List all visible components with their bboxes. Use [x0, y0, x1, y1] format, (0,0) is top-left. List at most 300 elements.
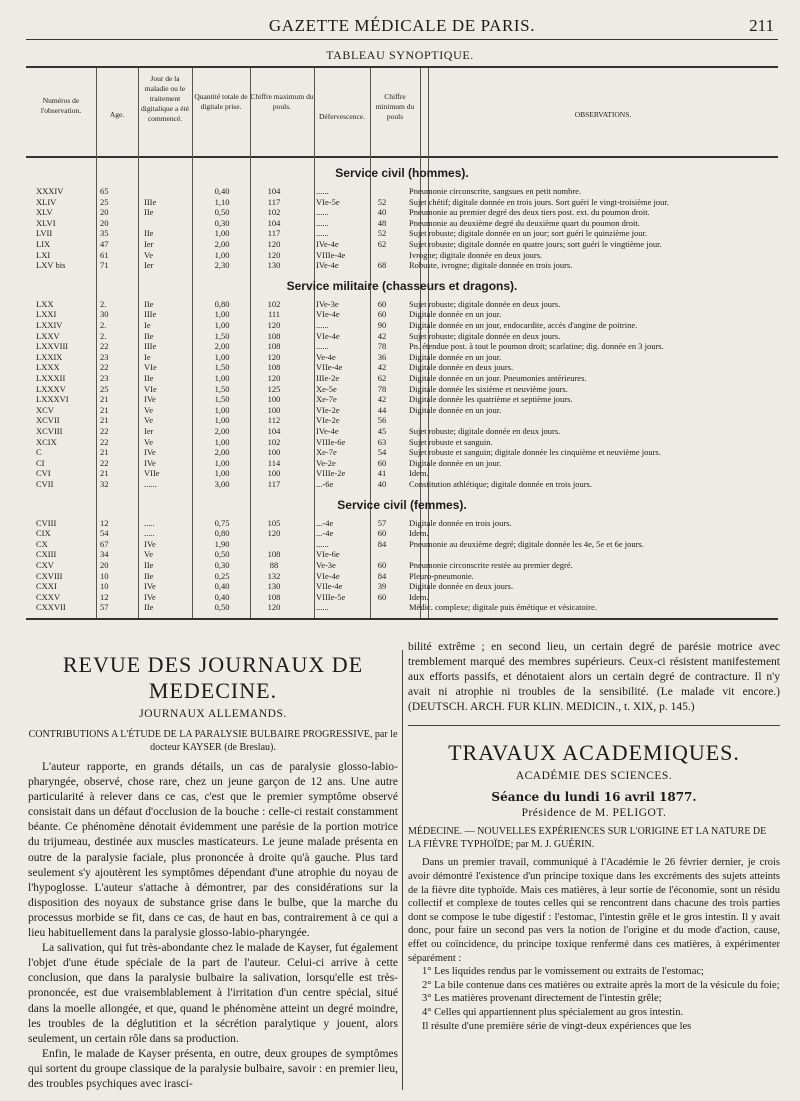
- column-header-4: Chiffre maximum du pouls.: [250, 92, 314, 111]
- table-cell: Ve: [144, 404, 153, 415]
- table-cell: IVe: [144, 538, 156, 549]
- column-header-6: Chiffre minimum du pouls: [375, 92, 415, 121]
- table-cell: 12: [100, 517, 109, 528]
- table-row: [26, 362, 778, 373]
- table-row: [26, 581, 778, 592]
- numbered-list: [408, 965, 780, 1019]
- table-cell: Pneumonie au deuxième degré du deuxième quart du poumon droit.: [409, 217, 640, 228]
- table-cell: 62: [377, 239, 387, 249]
- table-cell: 21: [100, 447, 109, 458]
- table-cell: CXXVII: [36, 602, 66, 613]
- table-cell: 21: [100, 394, 109, 405]
- table-cell: XCV: [36, 404, 54, 415]
- table-cell: 60: [377, 591, 387, 602]
- table-cell: VIIIe-4e: [316, 249, 346, 260]
- table-cell: ......: [144, 479, 157, 489]
- table-cell: XLIV: [36, 196, 57, 207]
- table-cell: 2.: [100, 298, 107, 309]
- table-cell: IIe: [144, 298, 154, 309]
- table-cell: 60: [377, 309, 387, 320]
- table-cell: LXXX: [36, 362, 60, 373]
- table-cell: 117: [267, 228, 281, 239]
- table-cell: 0,75: [214, 517, 230, 528]
- table-row: [26, 426, 778, 437]
- table-cell: 30: [100, 309, 109, 320]
- table-cell: 52: [377, 196, 387, 207]
- table-cell: LIX: [36, 239, 51, 249]
- table-cell: 2,00: [214, 426, 230, 436]
- table-cell: Digitale donnée les sixième et neuvième jours.: [409, 383, 568, 394]
- table-cell: Digitale donnée en un jour.: [409, 457, 502, 468]
- table-cell: 0,30: [214, 560, 230, 570]
- table-cell: 130: [267, 260, 281, 271]
- left-paragraph-3: Enfin, le malade de Kayser présenta, en outre, deux groupes de symptômes qui sortent du groupe classique de la paralysie bulbaire, savoir : en premier lieu, des troubles psychiques avec irasci-: [28, 1047, 398, 1090]
- table-cell: 1,00: [214, 436, 230, 447]
- table-cell: 25: [100, 383, 109, 394]
- table-cell: Ier: [144, 260, 154, 271]
- table-cell: 2,00: [214, 447, 230, 458]
- table-cell: Sujet robuste; digitale donnée en un jour; sort guéri le quinzième jour.: [409, 228, 647, 239]
- table-cell: 60: [377, 560, 387, 570]
- table-cell: IIIe: [144, 196, 157, 207]
- table-cell: VIe-2e: [316, 415, 340, 426]
- left-paragraph-2: La salivation, qui fut très-abondante chez le malade de Kayser, fut également l'objet d'une étude spéciale de la part de l'auteur. Celui-ci arrive à cette conclusion, que dans la paralysie bulbaire la salivation, lorsqu'elle est très-prononcée, est due vraisemblablement à l'irritation d'un centre spécial, situé dans la moelle allongée, et que, quand le phénomène atteint un degré moindre, les troubles de la déglutition et la sécrétion paralytique y jouent, alors seulement, un certain rôle dans sa production.: [28, 942, 398, 1045]
- table-cell: Xe-5e: [316, 383, 337, 394]
- table-cell: CXXV: [36, 591, 61, 602]
- table-cell: 34: [100, 549, 109, 560]
- table-cell: CVIII: [36, 517, 57, 528]
- table-cell: 1,50: [214, 383, 230, 394]
- table-cell: IVe: [144, 581, 156, 592]
- table-cell: 21: [100, 468, 109, 479]
- table-cell: Ve-3e: [316, 560, 336, 570]
- table-cell: CI: [36, 457, 45, 468]
- table-cell: IIe: [144, 602, 154, 613]
- table-cell: Sujet robuste; digitale donnée en deux jours.: [409, 426, 561, 436]
- table-cell: 0,40: [214, 186, 230, 196]
- table-cell: 32: [100, 479, 109, 489]
- table-cell: 47: [100, 239, 109, 249]
- table-cell: Robuste, ivrogne; digitale donnée en trois jours.: [409, 260, 573, 271]
- table-cell: Pneumonie circonscrite, sangsues en petit nombre.: [409, 186, 582, 196]
- table-cell: 42: [377, 362, 387, 373]
- table-row: [26, 549, 778, 560]
- table-cell: 88: [269, 560, 279, 570]
- table-cell: LXXXVI: [36, 394, 69, 405]
- table-cell: 10: [100, 570, 109, 581]
- right-article-heading: MÉDECINE. — NOUVELLES EXPÉRIENCES SUR L'ORIGINE ET LA NATURE DE LA FIÈVRE TYPHOÏDE; par M. J. GUÉRIN.: [408, 826, 767, 851]
- table-cell: ......: [316, 602, 329, 613]
- table-cell: LXXVIII: [36, 341, 69, 352]
- table-cell: XCVIII: [36, 426, 63, 436]
- table-cell: CXVIII: [36, 570, 63, 581]
- table-row: [26, 468, 778, 479]
- table-cell: XXXIV: [36, 186, 64, 196]
- table-cell: LVII: [36, 228, 53, 239]
- table-row: [26, 539, 778, 550]
- table-cell: CX: [36, 538, 48, 549]
- table-cell: IIe: [144, 228, 154, 239]
- table-cell: 108: [267, 591, 281, 602]
- table-cell: ...-6e: [316, 479, 334, 489]
- table-cell: CVI: [36, 468, 51, 479]
- table-cell: 44: [377, 404, 387, 415]
- table-cell: 0,80: [214, 528, 230, 539]
- table-cell: Pleuro-pneumonie.: [409, 570, 474, 581]
- table-cell: Digitale donnée en trois jours.: [409, 517, 512, 528]
- table-cell: 62: [377, 373, 387, 383]
- table-cell: VIIe-4e: [316, 581, 343, 592]
- table-row: [26, 331, 778, 342]
- table-cell: 117: [267, 196, 281, 207]
- table-cell: VIIIe-2e: [316, 468, 346, 479]
- table-cell: 0,40: [214, 591, 230, 602]
- table-cell: 84: [377, 570, 387, 581]
- table-cell: 0,50: [214, 207, 230, 218]
- table-cell: 2,00: [214, 341, 230, 352]
- table-cell: LXV bis: [36, 260, 66, 271]
- table-cell: 56: [377, 415, 387, 426]
- table-cell: 0,30: [214, 217, 230, 228]
- table-cell: Ve: [144, 249, 153, 260]
- table-row: [26, 571, 778, 582]
- table-cell: IIe: [144, 570, 154, 581]
- table-cell: Xe-7e: [316, 394, 337, 405]
- right-paragraph-2: Il résulte d'une première série de vingt-deux expériences que les: [422, 1020, 692, 1032]
- table-cell: IIe: [144, 560, 154, 570]
- table-cell: Digitale donnée en un jour.: [409, 309, 502, 320]
- list-item: 4° Celles qui appartiennent plus spécialement au gros intestin.: [422, 1007, 684, 1018]
- column-header-5: Défervescence.: [318, 112, 365, 121]
- table-cell: VIe-6e: [316, 549, 340, 560]
- table-cell: VIe-4e: [316, 309, 340, 320]
- table-cell: Ier: [144, 426, 154, 436]
- table-row: [26, 341, 778, 352]
- table-cell: Idem.: [409, 528, 429, 539]
- table-cell: XCVII: [36, 415, 60, 426]
- table-cell: 120: [267, 373, 281, 383]
- table-cell: Sujet robuste; digitale donnée en deux jours.: [409, 298, 561, 309]
- table-cell: IIe: [144, 373, 154, 383]
- table-cell: 1,50: [214, 362, 230, 373]
- table-row: [26, 437, 778, 448]
- table-cell: Pneumonie au deuxième degré; digitale donnée les 4e, 5e et 6e jours.: [409, 538, 644, 549]
- table-cell: Xe-7e: [316, 447, 337, 458]
- table-cell: C: [36, 447, 42, 458]
- column-divider: [402, 650, 403, 1090]
- table-row: [26, 415, 778, 426]
- table-cell: 21: [100, 404, 109, 415]
- table-cell: 1,50: [214, 330, 230, 341]
- table-cell: 2.: [100, 320, 107, 330]
- table-cell: 40: [377, 207, 387, 218]
- table-cell: 20: [100, 560, 109, 570]
- table-cell: 114: [267, 457, 281, 468]
- table-row: [26, 560, 778, 571]
- table-cell: Ivrogne; digitale donnée en deux jours.: [409, 249, 543, 260]
- table-cell: 108: [267, 362, 281, 373]
- right-continued-text: bilité extrême ; en second lieu, un certain degré de parésie motrice avec tremblement marqué des membres supérieurs. Ceux-ci résistent manifestement aux efforts passifs, et dénotaient alors un certain degré de contracture. Il n'y avait ni atrophie ni troubles de la sensibilité. (Le malade vit encore.) (DEUTSCH. ARCH. FUR KLIN. MEDICIN., t. XIX, p. 145.): [408, 641, 780, 714]
- table-cell: LXXIV: [36, 320, 63, 330]
- table-cell: 2,00: [214, 239, 230, 249]
- table-cell: VIe: [144, 362, 157, 373]
- table-cell: 60: [377, 528, 387, 539]
- table-cell: Ve: [144, 549, 153, 560]
- table-cell: Pneumonie circonscrite restée au premier degré.: [409, 560, 573, 570]
- table-cell: 0,80: [214, 298, 230, 309]
- table-cell: 125: [267, 383, 281, 394]
- table-row: [26, 394, 778, 405]
- table-row: [26, 239, 778, 250]
- table-row: [26, 528, 778, 539]
- table-cell: IIIe-2e: [316, 373, 340, 383]
- table-cell: .....: [144, 528, 155, 539]
- table-cell: 54: [100, 528, 109, 539]
- table-cell: XCIX: [36, 436, 57, 447]
- right-paragraph-1: Dans un premier travail, communiqué à l'Académie le 26 février dernier, je crois avoir démontré l'existence d'un principe toxique dans les excréments des sujets atteints de la fièvre dite typhoïde. Mais ces matières, à leur sortie de l'économie, sont un résidu collectif et complexe de toutes celles qui se rencontrent dans chacune des trois parties dont se compose le tube digestif : l'estomac, l'intestin grêle et le gros intestin. Il y avait donc, pour faire un second pas vers la notion de l'origine et du mode d'action, cause, effet ou coïncidence, du principe toxique renfermé dans ces matières, à expérimenter séparément :: [408, 857, 780, 964]
- table-cell: 35: [100, 228, 109, 239]
- left-article-title: REVUE DES JOURNAUX DE MEDECINE.: [62, 652, 364, 703]
- list-item: 1° Les liquides rendus par le vomissement ou extraits de l'estomac;: [422, 966, 704, 978]
- table-row: [26, 299, 778, 310]
- table-cell: 71: [100, 260, 109, 271]
- table-cell: 120: [267, 249, 281, 260]
- table-cell: 1,00: [214, 404, 230, 415]
- table-cell: IVe: [144, 591, 156, 602]
- column-header-2: Jour de la maladie ou le traitement digitalique a été commencé.: [141, 74, 189, 123]
- table-cell: LXX: [36, 298, 54, 309]
- table-cell: 65: [100, 186, 109, 196]
- table-cell: VIIIe-6e: [316, 436, 346, 447]
- table-cell: IIIe: [144, 341, 157, 352]
- column-header-3: Quantité totale de digitale prise.: [194, 92, 248, 111]
- table-cell: LXXI: [36, 309, 57, 320]
- table-cell: CXIII: [36, 549, 57, 560]
- table-cell: 20: [100, 217, 109, 228]
- table-cell: 117: [267, 479, 281, 489]
- table-cell: 54: [377, 447, 387, 458]
- table-cell: 108: [267, 341, 281, 352]
- table-cell: VIIe-4e: [316, 362, 343, 373]
- table-cell: LXXXII: [36, 373, 66, 383]
- table-cell: IIe: [144, 330, 154, 341]
- table-cell: Ier: [144, 239, 154, 249]
- table-cell: 22: [100, 426, 109, 436]
- table-cell: 22: [100, 436, 109, 447]
- table-cell: 1,00: [214, 320, 230, 330]
- table-row: [26, 250, 778, 261]
- section-rule: [408, 725, 780, 726]
- table-cell: Digitale donnée les quatrième et septième jours.: [409, 394, 573, 405]
- table-cell: Médic. complexe; digitale puis émétique et vésicatoire.: [409, 602, 597, 613]
- table-cell: 1,00: [214, 351, 230, 362]
- table-cell: IVe: [144, 394, 156, 405]
- table-cell: 2,30: [214, 260, 230, 271]
- table-cell: LXXIX: [36, 351, 63, 362]
- table-cell: 100: [267, 468, 281, 479]
- table-cell: IVe: [144, 457, 156, 468]
- table-cell: Pneumonie au premier degré des deux tiers post. ext. du poumon droit.: [409, 207, 650, 218]
- table-cell: IVe-3e: [316, 298, 339, 309]
- table-cell: 22: [100, 341, 109, 352]
- left-article-heading: CONTRIBUTIONS A L'ÉTUDE DE LA PARALYSIE BULBAIRE PROGRESSIVE, par le docteur KAYSER (de Breslau).: [28, 729, 398, 753]
- section-title: Service civil (femmes).: [337, 497, 467, 512]
- table-cell: 104: [267, 426, 281, 436]
- table-cell: VIe: [144, 383, 157, 394]
- table-row: [26, 373, 778, 384]
- table-cell: 100: [267, 404, 281, 415]
- table-row: [26, 518, 778, 529]
- table-row: [26, 320, 778, 331]
- table-cell: 1,00: [214, 309, 230, 320]
- table-cell: VIIIe-5e: [316, 591, 346, 602]
- table-cell: Digitale donnée en un jour.: [409, 404, 502, 415]
- table-cell: 104: [267, 217, 281, 228]
- table-cell: 100: [267, 394, 281, 405]
- table-cell: 102: [267, 207, 281, 218]
- table-cell: 0,40: [214, 581, 230, 592]
- table-cell: 1,00: [214, 249, 230, 260]
- left-paragraph-1: L'auteur rapporte, en grands détails, un cas de paralysie glosso-labio-pharyngée, observé, chose rare, chez un jeune garçon de 12 ans. Une autre particularité à relever dans ce cas, c'est que le premier symptôme observé consistait dans un défaut d'occlusion de la bouche : celle-ci restait constamment béante. Ce phénomène dénotait évidemment une parésie de la portion motrice du trijumeau, destinée aux muscles masticateurs. Le jeune malade présenta en outre de la paralysie faciale, plus prononcée à droite qu'à gauche. Plus tard seulement s'y ajoutèrent les symptômes dépendant d'une atrophie du noyau de l'hypoglosse. L'auteur s'attache à démontrer, par des considérations sur la disposition des noyaux de substance grise dans le bulbe, que la marche du processus morbide se fit, dans ce cas, de haut en bas, contrairement à ce qui a lieu habituellement dans la paralysie glosso-labio-pharyngée.: [28, 761, 398, 940]
- table-cell: IIIe: [144, 309, 157, 320]
- table-cell: 120: [267, 602, 281, 613]
- table-cell: 102: [267, 298, 281, 309]
- table-cell: LXXXV: [36, 383, 66, 394]
- table-cell: 57: [100, 602, 109, 613]
- table-cell: 41: [377, 468, 387, 479]
- page-header: [26, 14, 778, 40]
- table-cell: 68: [377, 260, 387, 271]
- table-cell: IVe-4e: [316, 426, 339, 436]
- section-title: Service militaire (chasseurs et dragons).: [286, 278, 518, 293]
- table-cell: 0,50: [214, 602, 230, 613]
- right-column: [408, 641, 780, 1033]
- list-item: 2° La bile contenue dans ces matières ou extraite après la mort de la vésicule du foie;: [422, 979, 780, 991]
- table-cell: 3,00: [214, 479, 230, 489]
- table-cell: Digitale donnée en deux jours.: [409, 581, 514, 592]
- table-cell: CIX: [36, 528, 51, 539]
- table-cell: 120: [267, 528, 281, 539]
- table-cell: 132: [267, 570, 281, 581]
- table-cell: Ve-2e: [316, 457, 336, 468]
- table-cell: 22: [100, 362, 109, 373]
- table-cell: 63: [377, 436, 387, 447]
- table-cell: 22: [100, 457, 109, 468]
- table-cell: 90: [377, 320, 387, 330]
- table-row: [26, 352, 778, 363]
- table-title: TABLEAU SYNOPTIQUE.: [326, 48, 474, 62]
- table-cell: ......: [316, 341, 329, 352]
- table-cell: 104: [267, 186, 281, 196]
- table-cell: 1,00: [214, 373, 230, 383]
- table-cell: 48: [377, 217, 387, 228]
- table-cell: 0,25: [214, 570, 230, 581]
- table-cell: Digitale donnée en deux jours.: [409, 362, 514, 373]
- table-cell: 42: [377, 330, 387, 341]
- table-cell: 84: [377, 538, 387, 549]
- table-row: [26, 405, 778, 416]
- table-cell: Idem.: [409, 591, 429, 602]
- presidence: Présidence de M. PELIGOT.: [521, 807, 667, 820]
- table-cell: ......: [316, 320, 329, 330]
- table-cell: Ve-4e: [316, 351, 336, 362]
- column-header-7: OBSERVATIONS.: [574, 110, 632, 119]
- table-row: [26, 592, 778, 603]
- column-header-1: Age.: [109, 110, 125, 119]
- table-cell: 108: [267, 549, 281, 560]
- section-title: Service civil (hommes).: [335, 166, 469, 180]
- table-cell: CXV: [36, 560, 54, 570]
- table-row: [26, 228, 778, 239]
- table-cell: 57: [377, 517, 387, 528]
- table-row: [26, 479, 778, 490]
- table-cell: 45: [377, 426, 387, 436]
- table-cell: Ie: [144, 320, 151, 330]
- right-article-subtitle: ACADÉMIE DES SCIENCES.: [515, 770, 673, 783]
- left-article-subtitle: JOURNAUX ALLEMANDS.: [139, 708, 287, 720]
- table-cell: 112: [267, 415, 281, 426]
- table-cell: 78: [377, 341, 387, 352]
- table-cell: ......: [316, 538, 329, 549]
- table-cell: Pn. étendue post. à tout le poumon droit; scarlatine; dig. donnée en 3 jours.: [409, 341, 664, 352]
- table-cell: 120: [267, 351, 281, 362]
- table-row: [26, 458, 778, 469]
- table-cell: 25: [100, 196, 109, 207]
- table-cell: 102: [267, 436, 281, 447]
- table-cell: .....: [144, 517, 155, 528]
- table-cell: Sujet robuste et sanguin; digitale donnée les cinquième et neuvième jours.: [409, 447, 661, 458]
- right-article-title: TRAVAUX ACADEMIQUES.: [448, 740, 740, 766]
- table-cell: IVe-4e: [316, 239, 339, 249]
- table-row: [26, 384, 778, 395]
- table-cell: Ve: [144, 436, 153, 447]
- table-cell: Digitale donnée en un jour. Pneumonies antérieures.: [409, 373, 587, 383]
- table-row: [26, 260, 778, 271]
- table-cell: Digitale donnée en un jour.: [409, 351, 502, 362]
- table-cell: Constitution athlétique; digitale donnée en trois jours.: [409, 479, 592, 489]
- table-cell: LXI: [36, 249, 51, 260]
- table-cell: 61: [100, 249, 109, 260]
- page-number: 211: [749, 16, 774, 35]
- table-cell: Idem.: [409, 468, 429, 479]
- table-cell: 130: [267, 581, 281, 592]
- table-cell: 2.: [100, 330, 107, 341]
- table-cell: 20: [100, 207, 109, 218]
- table-cell: 60: [377, 298, 387, 309]
- table-cell: Sujet robuste et sanguin.: [409, 436, 493, 447]
- table-cell: Sujet robuste; digitale donnée en deux jours.: [409, 330, 561, 341]
- table-cell: 36: [377, 351, 387, 362]
- table-cell: 78: [377, 383, 387, 394]
- table-cell: Ie: [144, 351, 151, 362]
- table-cell: 1,00: [214, 468, 230, 479]
- table-cell: 120: [267, 320, 281, 330]
- table-cell: Digitale donnée en un jour, endocardite, accès d'angine de poitrine.: [409, 320, 638, 330]
- table-cell: CXXI: [36, 581, 57, 592]
- table-cell: 0,50: [214, 549, 230, 560]
- table-cell: 1,00: [214, 228, 230, 239]
- table-cell: 1,10: [214, 196, 230, 207]
- table-cell: 42: [377, 394, 387, 405]
- table-cell: Sujet chétif; digitale donnée en trois jours. Sort guéri le vingt-troisième jour.: [409, 196, 669, 207]
- seance-date: Séance du lundi 16 avril 1877.: [491, 790, 697, 805]
- table-cell: IVe: [144, 447, 156, 458]
- table-cell: 1,50: [214, 394, 230, 405]
- table-cell: 12: [100, 591, 109, 602]
- table-cell: VIe-2e: [316, 404, 340, 415]
- table-cell: IIe: [144, 207, 154, 218]
- table-cell: 60: [377, 457, 387, 468]
